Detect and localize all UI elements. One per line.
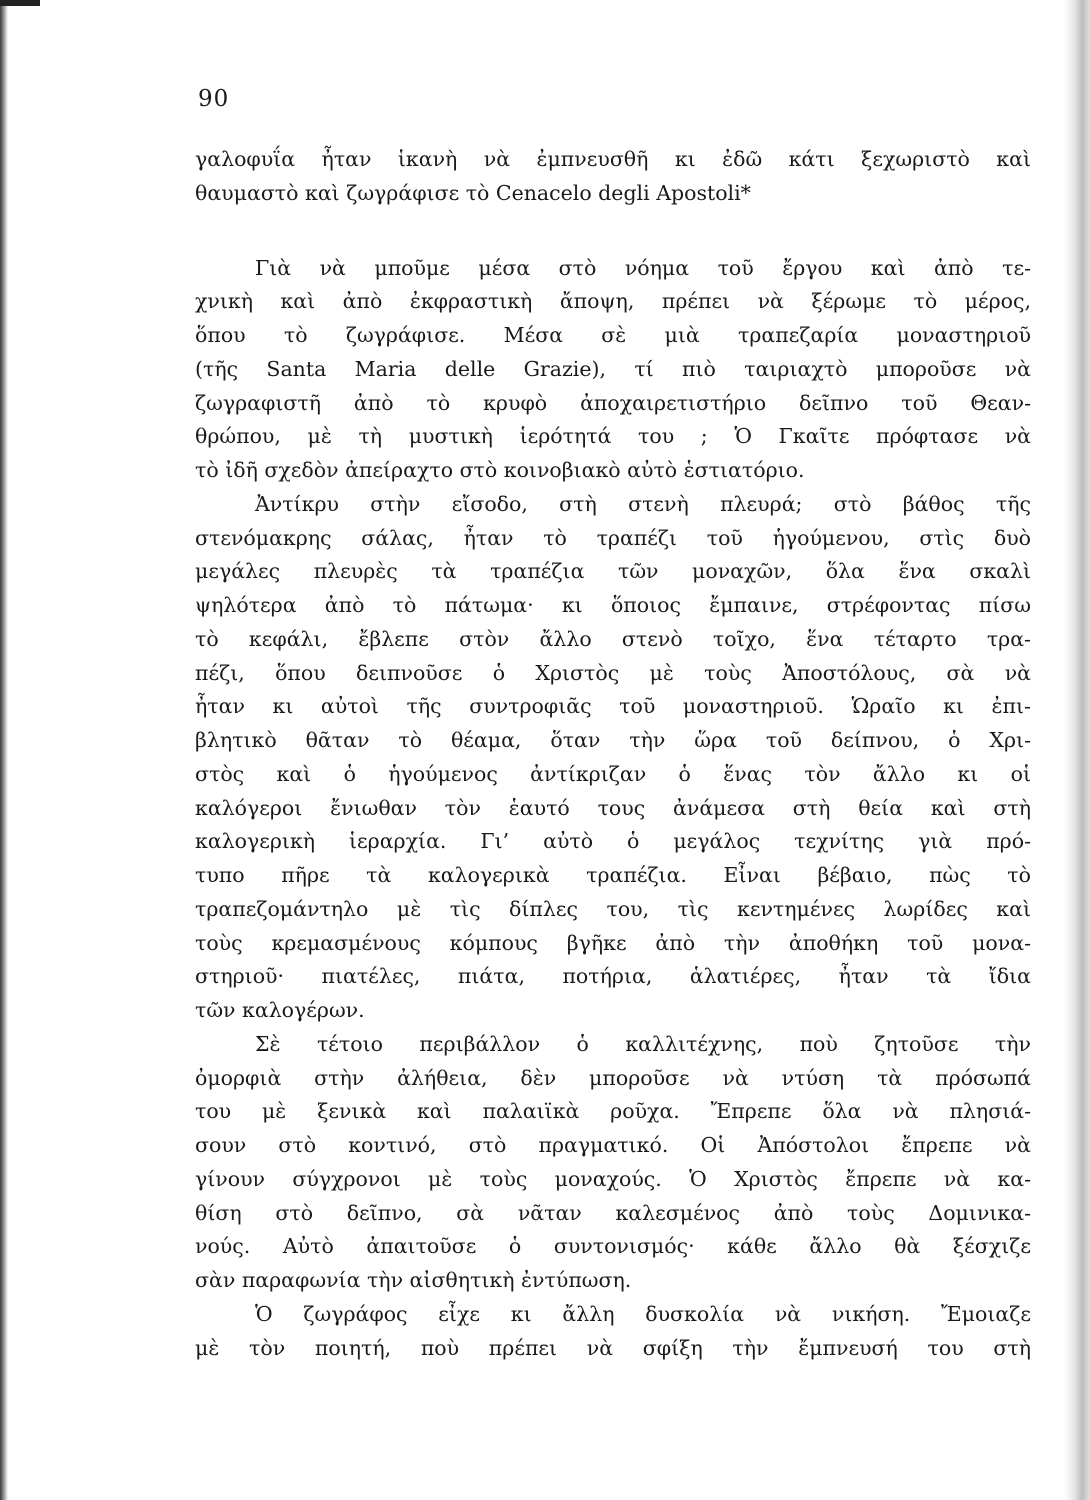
text-line: στὸς καὶ ὁ ἡγούμενος ἀντίκριζαν ὁ ἕνας τὸν ἄλλο κι οἱ — [195, 761, 1031, 786]
text-line: θίση στὸ δεῖπνο, σὰ νᾶταν καλεσμένος ἀπὸ τοὺς Δομινικα- — [195, 1200, 1031, 1225]
text-line: πέζι, ὅπου δειπνοῦσε ὁ Χριστὸς μὲ τοὺς Ἀποστόλους, σὰ νὰ — [195, 660, 1031, 685]
text-line: χνικὴ καὶ ἀπὸ ἐκφραστικὴ ἄποψη, πρέπει νὰ ξέρωμε τὸ μέρος, — [195, 289, 1031, 314]
text-line: σὰν παραφωνία τὴν αἰσθητικὴ ἐντύπωση. — [195, 1268, 632, 1292]
text-line: Ὁ ζωγράφος εἶχε κι ἄλλη δυσκολία νὰ νικήση. Ἔμοιαζε — [255, 1301, 1031, 1326]
text-line: ὀμορφιὰ στὴν ἀλήθεια, δὲν μποροῦσε νὰ ντύση τὰ πρόσωπά — [195, 1065, 1031, 1090]
text-line: στηριοῦ· πιατέλες, πιάτα, ποτήρια, ἁλατιέρες, ἦταν τὰ ἴδια — [195, 964, 1031, 989]
scan-shadow-top — [0, 0, 40, 6]
text-line: ὅπου τὸ ζωγράφισε. Μέσα σὲ μιὰ τραπεζαρία μοναστηριοῦ — [195, 323, 1031, 347]
text-line: Σὲ τέτοιο περιβάλλον ὁ καλλιτέχνης, ποὺ ζητοῦσε τὴν — [255, 1031, 1031, 1056]
text-line: σουν στὸ κοντινό, στὸ πραγματικό. Οἱ Ἀπόστολοι ἔπρεπε νὰ — [195, 1133, 1031, 1157]
text-line: Ἀντίκρυ στὴν εἴσοδο, στὴ στενὴ πλευρά; στὸ βάθος τῆς — [255, 491, 1031, 516]
scan-shadow-left — [0, 0, 8, 1500]
text-line: καλόγεροι ἔνιωθαν τὸν ἑαυτό τους ἀνάμεσα στὴ θεία καὶ στὴ — [195, 795, 1031, 820]
text-line: ζωγραφιστῆ ἀπὸ τὸ κρυφὸ ἀποχαιρετιστήριο δεῖπνο τοῦ Θεαν- — [195, 390, 1031, 415]
text-line: (τῆς Santa Maria delle Grazie), τί πιὸ ταιριαχτὸ μποροῦσε νὰ — [195, 356, 1031, 381]
text-line: θρώπου, μὲ τὴ μυστικὴ ἱερότητά του ; Ὁ Γκαῖτε πρόφτασε νὰ — [195, 424, 1031, 449]
text-line: καλογερικὴ ἱεραρχία. Γι’ αὐτὸ ὁ μεγάλος τεχνίτης γιὰ πρό- — [195, 829, 1031, 854]
text-line: μεγάλες πλευρὲς τὰ τραπέζια τῶν μοναχῶν, ὅλα ἕνα σκαλὶ — [195, 559, 1031, 584]
text-line: βλητικὸ θᾶταν τὸ θέαμα, ὅταν τὴν ὥρα τοῦ δείπνου, ὁ Χρι- — [195, 728, 1031, 752]
text-line: στενόμακρης σάλας, ἦταν τὸ τραπέζι τοῦ ἡγούμενου, στὶς δυὸ — [195, 525, 1031, 550]
text-line: Γιὰ νὰ μποῦμε μέσα στὸ νόημα τοῦ ἔργου καὶ ἀπὸ τε- — [255, 255, 1031, 280]
text-line: του μὲ ξενικὰ καὶ παλαιϊκὰ ροῦχα. Ἔπρεπε ὅλα νὰ πλησιά- — [195, 1099, 1031, 1124]
page-stack-edge — [1064, 0, 1090, 1500]
text-line: τὸ ἰδῆ σχεδὸν ἀπείραχτο στὸ κοινοβιακὸ αὐτὸ ἑστιατόριο. — [195, 458, 805, 482]
text-line: γίνουν σύγχρονοι μὲ τοὺς μοναχούς. Ὁ Χριστὸς ἔπρεπε νὰ κα- — [195, 1166, 1031, 1191]
text-line: τοὺς κρεμασμένους κόμπους βγῆκε ἀπὸ τὴν ἀποθήκη τοῦ μονα- — [195, 930, 1031, 955]
text-line: τῶν καλογέρων. — [195, 998, 365, 1022]
body-text — [195, 143, 1031, 1365]
paragraph-gap — [195, 211, 1031, 252]
text-line: νούς. Αὐτὸ ἀπαιτοῦσε ὁ συντονισμός· κάθε ἄλλο θὰ ξέσχιζε — [195, 1234, 1031, 1259]
page-number: 90 — [198, 86, 230, 112]
text-line: τυπο πῆρε τὰ καλογερικὰ τραπέζια. Εἶναι βέβαιο, πὼς τὸ — [195, 863, 1031, 887]
text-line: τὸ κεφάλι, ἔβλεπε στὸν ἄλλο στενὸ τοῖχο, ἕνα τέταρτο τρα- — [195, 626, 1031, 651]
text-line: γαλοφυΐα ἦταν ἱκανὴ νὰ ἐμπνευσθῆ κι ἐδῶ κάτι ξεχωριστὸ καὶ — [195, 147, 1031, 171]
text-line: θαυμαστὸ καὶ ζωγράφισε τὸ Cenacelo degli Apostoli* — [195, 180, 751, 205]
text-line: μὲ τὸν ποιητή, ποὺ πρέπει νὰ σφίξη τὴν ἔμπνευσή του στὴ — [195, 1335, 1031, 1360]
text-line: ψηλότερα ἀπὸ τὸ πάτωμα· κι ὅποιος ἔμπαινε, στρέφοντας πίσω — [195, 593, 1031, 617]
text-line: ἦταν κι αὐτοὶ τῆς συντροφιᾶς τοῦ μοναστηριοῦ. Ὡραῖο κι ἐπι- — [195, 694, 1031, 719]
text-line: τραπεζομάντηλο μὲ τὶς δίπλες του, τὶς κεντημένες λωρίδες καὶ — [195, 896, 1031, 921]
